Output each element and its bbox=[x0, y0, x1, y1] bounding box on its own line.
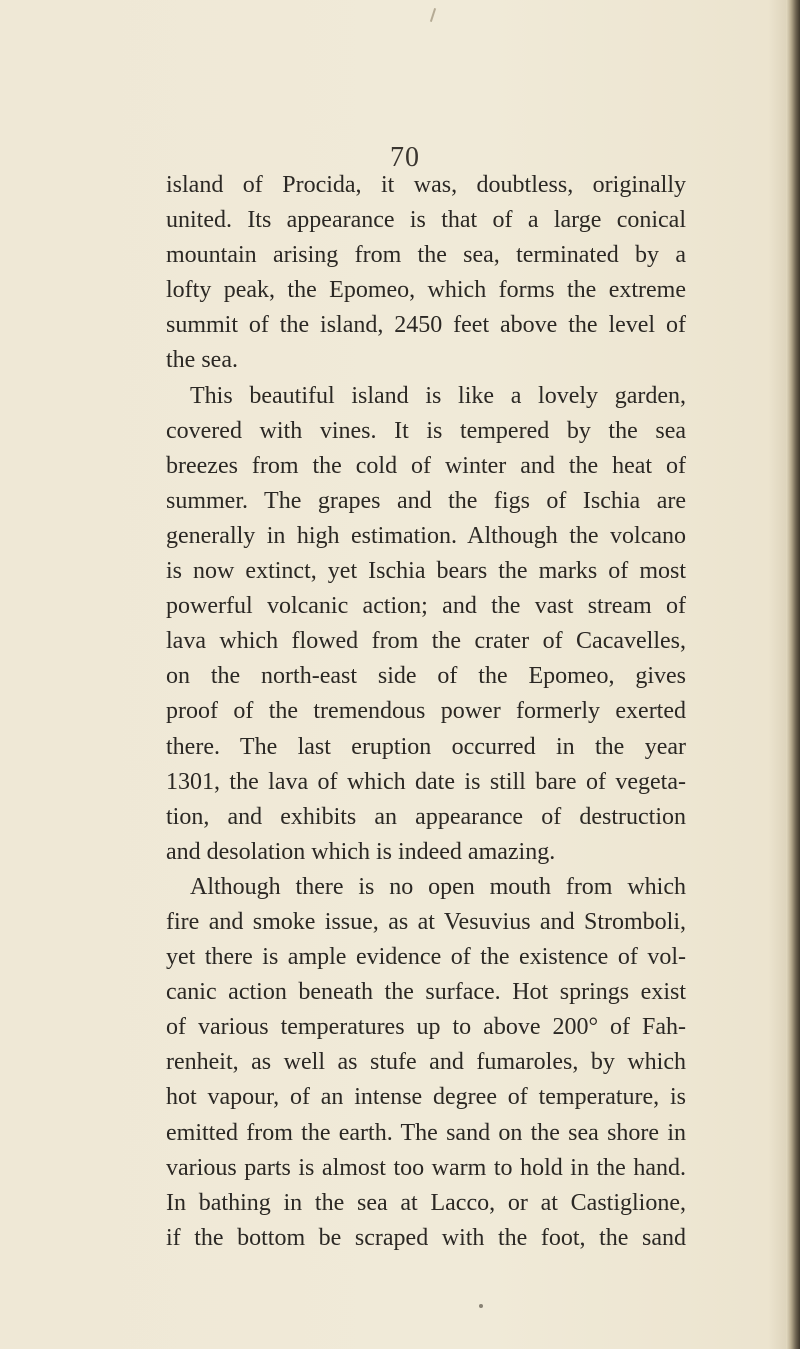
text-line: there. The last eruption occurred in the year bbox=[166, 733, 686, 760]
text-line: fire and smoke issue, as at Vesuvius and Stromboli, bbox=[166, 908, 686, 935]
text-line: summer. The grapes and the figs of Ischia are bbox=[166, 487, 686, 514]
text-line: 1301, the lava of which date is still bare of vegeta- bbox=[166, 768, 686, 795]
text-line: on the north-east side of the Epomeo, gives bbox=[166, 663, 686, 690]
text-line: lofty peak, the Epomeo, which forms the extreme bbox=[166, 277, 686, 304]
body-text bbox=[166, 168, 686, 1256]
text-line: of various temperatures up to above 200° of Fah- bbox=[166, 1014, 686, 1041]
text-line: covered with vines. It is tempered by the sea bbox=[166, 417, 686, 444]
text-line: and desolation which is indeed amazing. bbox=[166, 838, 556, 865]
text-line: This beautiful island is like a lovely garden, bbox=[190, 382, 686, 409]
text-line: island of Procida, it was, doubtless, originally bbox=[166, 172, 686, 198]
text-line: mountain arising from the sea, terminated by a bbox=[166, 242, 686, 269]
text-line: if the bottom be scraped with the foot, the sand bbox=[166, 1224, 686, 1251]
text-line: hot vapour, of an intense degree of temperature, is bbox=[166, 1084, 686, 1111]
text-line: tion, and exhibits an appearance of destruction bbox=[166, 803, 686, 830]
text-line: the sea. bbox=[166, 347, 238, 374]
text-line: Although there is no open mouth from which bbox=[190, 873, 686, 900]
paper-speck bbox=[479, 1304, 483, 1308]
text-line: proof of the tremendous power formerly exerted bbox=[166, 698, 686, 725]
text-line: canic action beneath the surface. Hot springs exist bbox=[166, 979, 686, 1006]
text-line: renheit, as well as stufe and fumaroles, by which bbox=[166, 1049, 686, 1076]
text-line: breezes from the cold of winter and the heat of bbox=[166, 452, 686, 479]
page-edge bbox=[786, 0, 800, 1349]
text-line: is now extinct, yet Ischia bears the marks of most bbox=[166, 558, 686, 585]
text-line: generally in high estimation. Although the volcano bbox=[166, 522, 686, 549]
text-line: emitted from the earth. The sand on the sea shore in bbox=[166, 1119, 686, 1146]
text-line: yet there is ample evidence of the existence of vol- bbox=[166, 944, 686, 971]
text-line: In bathing in the sea at Lacco, or at Castiglione, bbox=[166, 1189, 686, 1216]
page-mark bbox=[430, 8, 436, 22]
text-line: summit of the island, 2450 feet above the level of bbox=[166, 312, 686, 339]
text-line: various parts is almost too warm to hold in the hand. bbox=[166, 1154, 686, 1181]
text-line: united. Its appearance is that of a large conical bbox=[166, 207, 686, 234]
page-number: 70 bbox=[390, 142, 420, 173]
text-line: lava which flowed from the crater of Cacavelles, bbox=[166, 628, 686, 655]
text-line: powerful volcanic action; and the vast stream of bbox=[166, 593, 686, 620]
